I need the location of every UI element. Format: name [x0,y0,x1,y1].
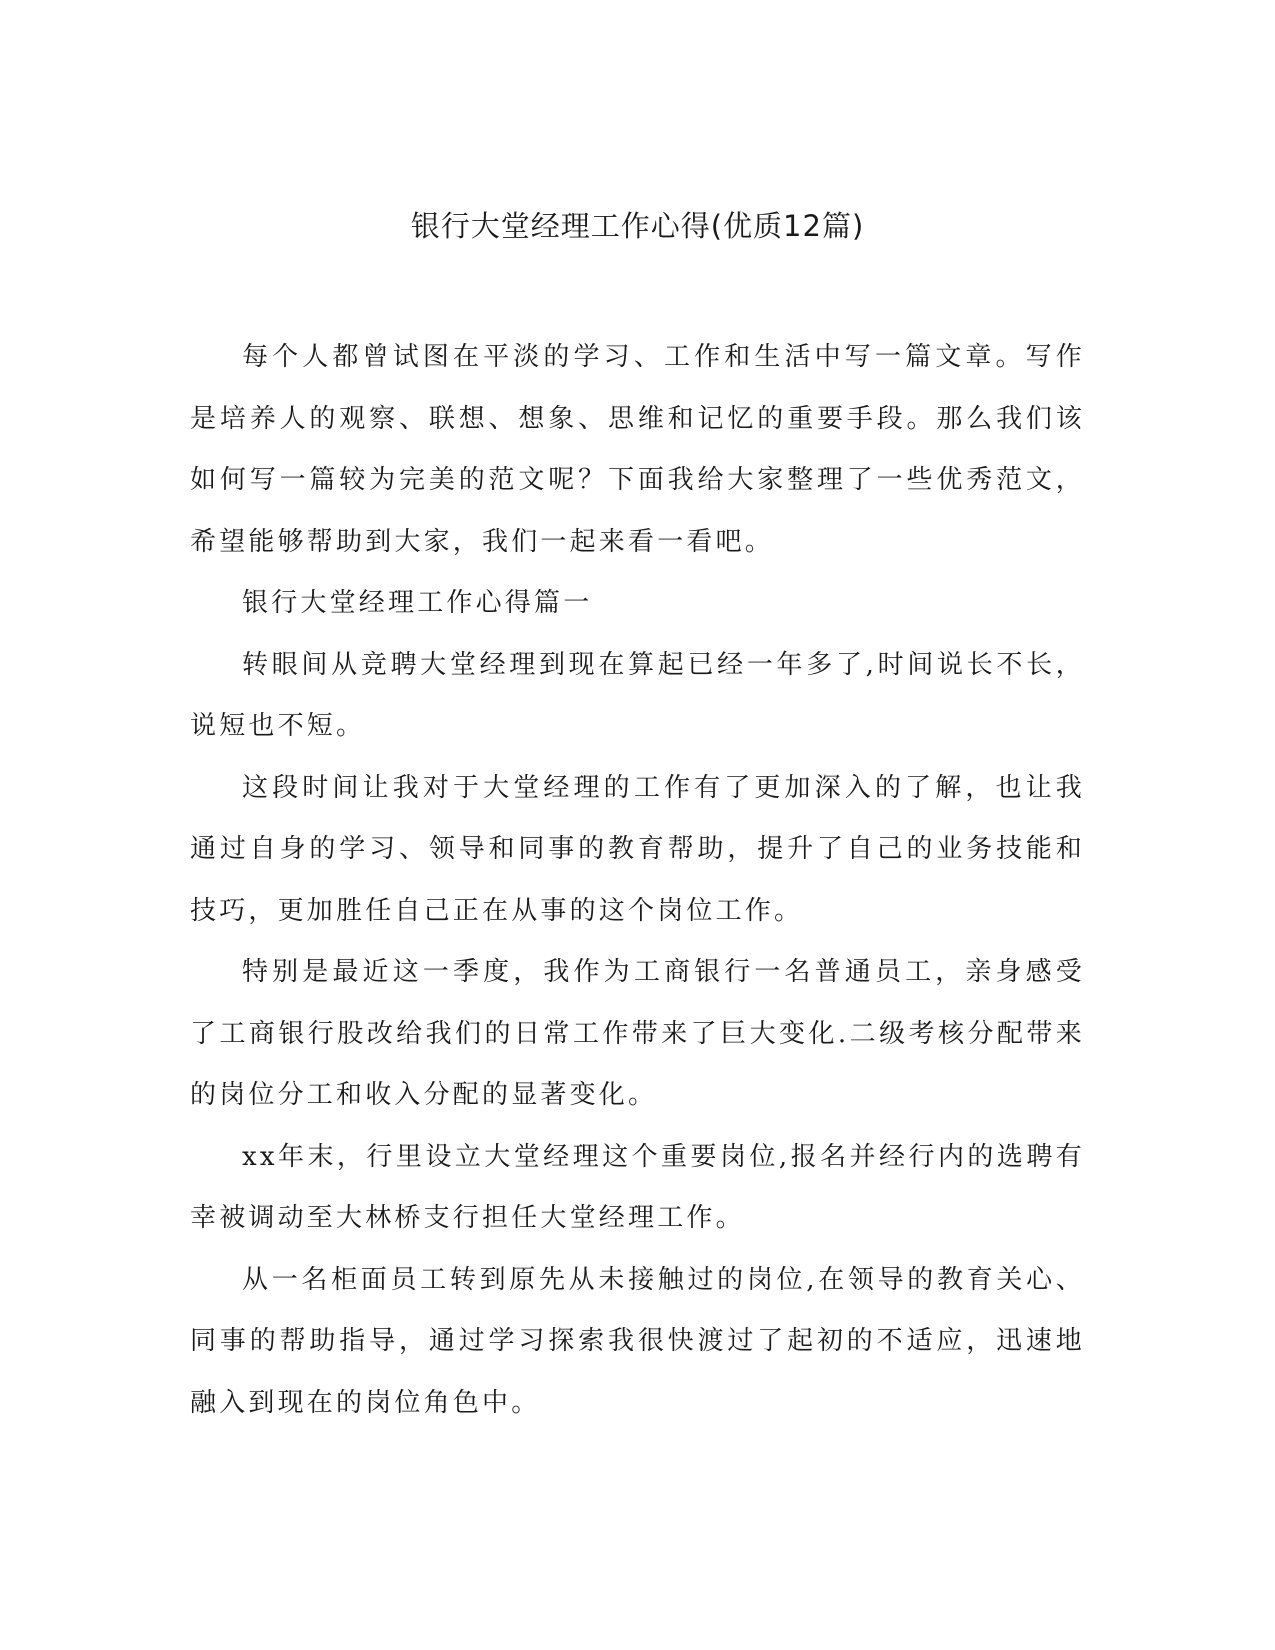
body-paragraph: xx年末，行里设立大堂经理这个重要岗位,报名并经行内的选聘有幸被调动至大林桥支行担任大堂经理工作。 [190,1141,1085,1233]
body-paragraph: 从一名柜面员工转到原先从未接触过的岗位,在领导的教育关心、同事的帮助指导，通过学习探索我很快渡过了起初的不适应，迅速地融入到现在的岗位角色中。 [190,1264,1085,1418]
intro-paragraph: 每个人都曾试图在平淡的学习、工作和生活中写一篇文章。写作是培养人的观察、联想、想象、思维和记忆的重要手段。那么我们该如何写一篇较为完美的范文呢？下面我给大家整理了一些优秀范文，希望能够帮助到大家，我们一起来看一看吧。 [190,342,1085,557]
body-paragraph: 特别是最近这一季度，我作为工商银行一名普通员工，亲身感受了工商银行股改给我们的日常工作带来了巨大变化.二级考核分配带来的岗位分工和收入分配的显著变化。 [190,957,1085,1110]
document-body [190,327,1085,1434]
body-paragraph: 这段时间让我对于大堂经理的工作有了更加深入的了解，也让我通过自身的学习、领导和同事的教育帮助，提升了自己的业务技能和技巧，更加胜任自己正在从事的这个岗位工作。 [190,772,1085,926]
section-heading: 银行大堂经理工作心得篇一 [242,588,593,618]
document-title: 银行大堂经理工作心得(优质12篇) [410,209,865,243]
body-paragraph: 转眼间从竞聘大堂经理到现在算起已经一年多了,时间说长不长，说短也不短。 [190,649,1085,741]
